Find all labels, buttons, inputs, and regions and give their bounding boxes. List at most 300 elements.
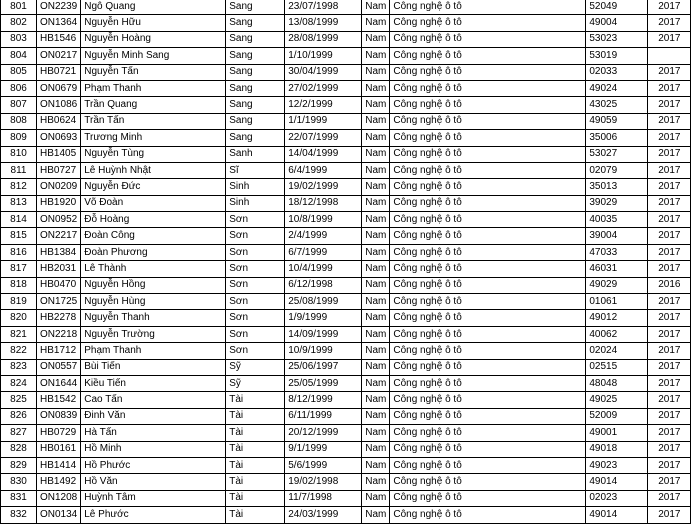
area-code-cell: 02024 (586, 343, 648, 359)
student-code-cell: ON1208 (37, 490, 81, 506)
birth-date-cell: 1/1/1999 (285, 113, 362, 129)
given-name-cell: Sơn (226, 277, 285, 293)
row-number-cell: 831 (1, 490, 37, 506)
major-cell: Công nghệ ô tô (390, 326, 586, 342)
gender-cell: Nam (362, 261, 390, 277)
gender-cell: Nam (362, 0, 390, 15)
birth-date-cell: 1/10/1999 (285, 48, 362, 64)
student-code-cell: HB0729 (37, 425, 81, 441)
year-cell: 2017 (648, 113, 691, 129)
birth-date-cell: 9/1/1999 (285, 441, 362, 457)
major-cell: Công nghệ ô tô (390, 195, 586, 211)
student-code-cell: HB1542 (37, 392, 81, 408)
area-code-cell: 47033 (586, 244, 648, 260)
student-code-cell: HB0624 (37, 113, 81, 129)
area-code-cell: 53023 (586, 31, 648, 47)
gender-cell: Nam (362, 457, 390, 473)
birth-date-cell: 20/12/1999 (285, 425, 362, 441)
birth-date-cell: 25/05/1999 (285, 375, 362, 391)
year-cell: 2016 (648, 277, 691, 293)
major-cell: Công nghệ ô tô (390, 294, 586, 310)
year-cell: 2017 (648, 310, 691, 326)
birth-date-cell: 22/07/1999 (285, 130, 362, 146)
area-code-cell: 02079 (586, 162, 648, 178)
table-row (1, 80, 691, 96)
given-name-cell: Sinh (226, 195, 285, 211)
area-code-cell: 48048 (586, 375, 648, 391)
year-cell: 2017 (648, 0, 691, 15)
student-code-cell: HB2278 (37, 310, 81, 326)
given-name-cell: Sinh (226, 179, 285, 195)
given-name-cell: Tài (226, 408, 285, 424)
student-code-cell: ON0693 (37, 130, 81, 146)
area-code-cell: 49025 (586, 392, 648, 408)
year-cell: 2017 (648, 490, 691, 506)
given-name-cell: Sỹ (226, 359, 285, 375)
year-cell: 2017 (648, 64, 691, 80)
student-code-cell: HB0721 (37, 64, 81, 80)
table-row (1, 146, 691, 162)
birth-date-cell: 11/7/1998 (285, 490, 362, 506)
year-cell: 2017 (648, 195, 691, 211)
row-number-cell: 828 (1, 441, 37, 457)
table-row (1, 277, 691, 293)
table-row (1, 474, 691, 490)
birth-date-cell: 8/12/1999 (285, 392, 362, 408)
gender-cell: Nam (362, 244, 390, 260)
surname-cell: Nguyễn Đức (81, 179, 226, 195)
area-code-cell: 53019 (586, 48, 648, 64)
student-code-cell: HB1405 (37, 146, 81, 162)
given-name-cell: Sơn (226, 326, 285, 342)
table-row (1, 261, 691, 277)
year-cell: 2017 (648, 441, 691, 457)
given-name-cell: Tài (226, 507, 285, 523)
given-name-cell: Sang (226, 64, 285, 80)
area-code-cell: 49012 (586, 310, 648, 326)
birth-date-cell: 10/4/1999 (285, 261, 362, 277)
surname-cell: Huỳnh Tâm (81, 490, 226, 506)
row-number-cell: 829 (1, 457, 37, 473)
year-cell: 2017 (648, 261, 691, 277)
row-number-cell: 817 (1, 261, 37, 277)
gender-cell: Nam (362, 343, 390, 359)
table-row (1, 113, 691, 129)
year-cell (648, 48, 691, 64)
gender-cell: Nam (362, 15, 390, 31)
table-row (1, 162, 691, 178)
birth-date-cell: 23/07/1998 (285, 0, 362, 15)
row-number-cell: 822 (1, 343, 37, 359)
row-number-cell: 824 (1, 375, 37, 391)
student-code-cell: ON0217 (37, 48, 81, 64)
birth-date-cell: 6/11/1999 (285, 408, 362, 424)
row-number-cell: 801 (1, 0, 37, 15)
major-cell: Công nghệ ô tô (390, 425, 586, 441)
student-code-cell: ON2239 (37, 0, 81, 15)
major-cell: Công nghệ ô tô (390, 162, 586, 178)
row-number-cell: 830 (1, 474, 37, 490)
year-cell: 2017 (648, 507, 691, 523)
gender-cell: Nam (362, 80, 390, 96)
surname-cell: Nguyễn Hùng (81, 294, 226, 310)
year-cell: 2017 (648, 162, 691, 178)
surname-cell: Lê Phước (81, 507, 226, 523)
gender-cell: Nam (362, 146, 390, 162)
major-cell: Công nghệ ô tô (390, 457, 586, 473)
given-name-cell: Sơn (226, 228, 285, 244)
given-name-cell: Sĩ (226, 162, 285, 178)
student-code-cell: HB0161 (37, 441, 81, 457)
student-code-cell: ON0679 (37, 80, 81, 96)
row-number-cell: 808 (1, 113, 37, 129)
gender-cell: Nam (362, 392, 390, 408)
row-number-cell: 807 (1, 97, 37, 113)
major-cell: Công nghệ ô tô (390, 212, 586, 228)
given-name-cell: Tài (226, 392, 285, 408)
major-cell: Công nghệ ô tô (390, 15, 586, 31)
table-row (1, 15, 691, 31)
major-cell: Công nghệ ô tô (390, 375, 586, 391)
student-code-cell: HB1384 (37, 244, 81, 260)
major-cell: Công nghệ ô tô (390, 146, 586, 162)
table-row (1, 212, 691, 228)
birth-date-cell: 1/9/1999 (285, 310, 362, 326)
surname-cell: Nguyễn Tấn (81, 64, 226, 80)
gender-cell: Nam (362, 48, 390, 64)
major-cell: Công nghệ ô tô (390, 277, 586, 293)
year-cell: 2017 (648, 457, 691, 473)
major-cell: Công nghệ ô tô (390, 244, 586, 260)
gender-cell: Nam (362, 228, 390, 244)
surname-cell: Võ Đoàn (81, 195, 226, 211)
gender-cell: Nam (362, 425, 390, 441)
row-number-cell: 811 (1, 162, 37, 178)
student-code-cell: ON1644 (37, 375, 81, 391)
row-number-cell: 806 (1, 80, 37, 96)
area-code-cell: 49018 (586, 441, 648, 457)
gender-cell: Nam (362, 113, 390, 129)
major-cell: Công nghệ ô tô (390, 408, 586, 424)
surname-cell: Ngô Quang (81, 0, 226, 15)
area-code-cell: 01061 (586, 294, 648, 310)
student-code-cell: ON0134 (37, 507, 81, 523)
gender-cell: Nam (362, 130, 390, 146)
given-name-cell: Sơn (226, 244, 285, 260)
table-row (1, 0, 691, 15)
major-cell: Công nghệ ô tô (390, 441, 586, 457)
year-cell: 2017 (648, 31, 691, 47)
student-code-cell: ON2218 (37, 326, 81, 342)
surname-cell: Nguyễn Hồng (81, 277, 226, 293)
year-cell: 2017 (648, 244, 691, 260)
area-code-cell: 52009 (586, 408, 648, 424)
row-number-cell: 804 (1, 48, 37, 64)
given-name-cell: Sơn (226, 343, 285, 359)
gender-cell: Nam (362, 310, 390, 326)
row-number-cell: 810 (1, 146, 37, 162)
surname-cell: Bùi Tiến (81, 359, 226, 375)
birth-date-cell: 6/7/1999 (285, 244, 362, 260)
given-name-cell: Sang (226, 130, 285, 146)
row-number-cell: 813 (1, 195, 37, 211)
birth-date-cell: 18/12/1998 (285, 195, 362, 211)
surname-cell: Đoàn Phương (81, 244, 226, 260)
birth-date-cell: 6/4/1999 (285, 162, 362, 178)
major-cell: Công nghệ ô tô (390, 80, 586, 96)
area-code-cell: 02515 (586, 359, 648, 375)
major-cell: Công nghệ ô tô (390, 113, 586, 129)
student-code-cell: HB1492 (37, 474, 81, 490)
area-code-cell: 53027 (586, 146, 648, 162)
gender-cell: Nam (362, 326, 390, 342)
surname-cell: Đoàn Công (81, 228, 226, 244)
given-name-cell: Sang (226, 15, 285, 31)
given-name-cell: Sang (226, 31, 285, 47)
area-code-cell: 40062 (586, 326, 648, 342)
table-row (1, 97, 691, 113)
table-row (1, 490, 691, 506)
year-cell: 2017 (648, 392, 691, 408)
table-row (1, 31, 691, 47)
row-number-cell: 823 (1, 359, 37, 375)
year-cell: 2017 (648, 179, 691, 195)
major-cell: Công nghệ ô tô (390, 392, 586, 408)
given-name-cell: Sang (226, 80, 285, 96)
major-cell: Công nghệ ô tô (390, 474, 586, 490)
row-number-cell: 821 (1, 326, 37, 342)
major-cell: Công nghệ ô tô (390, 179, 586, 195)
table-row (1, 507, 691, 523)
area-code-cell: 39004 (586, 228, 648, 244)
row-number-cell: 826 (1, 408, 37, 424)
given-name-cell: Sang (226, 97, 285, 113)
major-cell: Công nghệ ô tô (390, 343, 586, 359)
major-cell: Công nghệ ô tô (390, 228, 586, 244)
given-name-cell: Tài (226, 490, 285, 506)
given-name-cell: Sơn (226, 212, 285, 228)
major-cell: Công nghệ ô tô (390, 310, 586, 326)
area-code-cell: 49023 (586, 457, 648, 473)
area-code-cell: 43025 (586, 97, 648, 113)
row-number-cell: 809 (1, 130, 37, 146)
row-number-cell: 825 (1, 392, 37, 408)
gender-cell: Nam (362, 507, 390, 523)
row-number-cell: 814 (1, 212, 37, 228)
surname-cell: Trần Tấn (81, 113, 226, 129)
gender-cell: Nam (362, 294, 390, 310)
gender-cell: Nam (362, 162, 390, 178)
gender-cell: Nam (362, 31, 390, 47)
area-code-cell: 02033 (586, 64, 648, 80)
major-cell: Công nghệ ô tô (390, 130, 586, 146)
surname-cell: Kiều Tiến (81, 375, 226, 391)
birth-date-cell: 12/2/1999 (285, 97, 362, 113)
birth-date-cell: 2/4/1999 (285, 228, 362, 244)
surname-cell: Hồ Phước (81, 457, 226, 473)
student-code-cell: HB0727 (37, 162, 81, 178)
gender-cell: Nam (362, 97, 390, 113)
student-code-cell: HB1414 (37, 457, 81, 473)
row-number-cell: 815 (1, 228, 37, 244)
student-code-cell: ON0839 (37, 408, 81, 424)
birth-date-cell: 19/02/1999 (285, 179, 362, 195)
birth-date-cell: 5/6/1999 (285, 457, 362, 473)
table-row (1, 195, 691, 211)
student-code-cell: HB1546 (37, 31, 81, 47)
year-cell: 2017 (648, 474, 691, 490)
major-cell: Công nghệ ô tô (390, 359, 586, 375)
year-cell: 2017 (648, 375, 691, 391)
year-cell: 2017 (648, 228, 691, 244)
gender-cell: Nam (362, 408, 390, 424)
gender-cell: Nam (362, 212, 390, 228)
student-code-cell: HB1712 (37, 343, 81, 359)
table-row (1, 457, 691, 473)
table-row (1, 228, 691, 244)
table-row (1, 48, 691, 64)
row-number-cell: 816 (1, 244, 37, 260)
area-code-cell: 35006 (586, 130, 648, 146)
surname-cell: Nguyễn Thanh (81, 310, 226, 326)
year-cell: 2017 (648, 80, 691, 96)
birth-date-cell: 6/12/1998 (285, 277, 362, 293)
year-cell: 2017 (648, 408, 691, 424)
major-cell: Công nghệ ô tô (390, 490, 586, 506)
given-name-cell: Sơn (226, 310, 285, 326)
table-row (1, 310, 691, 326)
birth-date-cell: 25/08/1999 (285, 294, 362, 310)
surname-cell: Lê Thành (81, 261, 226, 277)
birth-date-cell: 24/03/1999 (285, 507, 362, 523)
table-row (1, 244, 691, 260)
table-body (1, 0, 691, 523)
given-name-cell: Tài (226, 425, 285, 441)
surname-cell: Nguyễn Hoàng (81, 31, 226, 47)
row-number-cell: 819 (1, 294, 37, 310)
student-code-cell: HB1920 (37, 195, 81, 211)
area-code-cell: 46031 (586, 261, 648, 277)
table-row (1, 179, 691, 195)
gender-cell: Nam (362, 277, 390, 293)
student-code-cell: HB2031 (37, 261, 81, 277)
area-code-cell: 39029 (586, 195, 648, 211)
area-code-cell: 52049 (586, 0, 648, 15)
year-cell: 2017 (648, 359, 691, 375)
major-cell: Công nghệ ô tô (390, 31, 586, 47)
gender-cell: Nam (362, 441, 390, 457)
row-number-cell: 812 (1, 179, 37, 195)
area-code-cell: 35013 (586, 179, 648, 195)
year-cell: 2017 (648, 294, 691, 310)
gender-cell: Nam (362, 179, 390, 195)
area-code-cell: 40035 (586, 212, 648, 228)
given-name-cell: Sanh (226, 146, 285, 162)
row-number-cell: 805 (1, 64, 37, 80)
gender-cell: Nam (362, 490, 390, 506)
given-name-cell: Sỹ (226, 375, 285, 391)
surname-cell: Nguyễn Hữu (81, 15, 226, 31)
year-cell: 2017 (648, 212, 691, 228)
given-name-cell: Sơn (226, 261, 285, 277)
birth-date-cell: 13/08/1999 (285, 15, 362, 31)
birth-date-cell: 30/04/1999 (285, 64, 362, 80)
birth-date-cell: 28/08/1999 (285, 31, 362, 47)
table-row (1, 375, 691, 391)
surname-cell: Nguyễn Minh Sang (81, 48, 226, 64)
area-code-cell: 49024 (586, 80, 648, 96)
major-cell: Công nghệ ô tô (390, 64, 586, 80)
surname-cell: Đỗ Hoàng (81, 212, 226, 228)
given-name-cell: Tài (226, 441, 285, 457)
student-code-cell: ON1086 (37, 97, 81, 113)
gender-cell: Nam (362, 375, 390, 391)
given-name-cell: Sang (226, 48, 285, 64)
table-row (1, 326, 691, 342)
student-code-cell: HB0470 (37, 277, 81, 293)
gender-cell: Nam (362, 64, 390, 80)
surname-cell: Cao Tấn (81, 392, 226, 408)
birth-date-cell: 10/9/1999 (285, 343, 362, 359)
birth-date-cell: 14/09/1999 (285, 326, 362, 342)
table-row (1, 343, 691, 359)
major-cell: Công nghệ ô tô (390, 507, 586, 523)
surname-cell: Lê Huỳnh Nhật (81, 162, 226, 178)
year-cell: 2017 (648, 15, 691, 31)
row-number-cell: 820 (1, 310, 37, 326)
given-name-cell: Sang (226, 0, 285, 15)
table-row (1, 408, 691, 424)
surname-cell: Nguyễn Tùng (81, 146, 226, 162)
gender-cell: Nam (362, 359, 390, 375)
year-cell: 2017 (648, 146, 691, 162)
given-name-cell: Tài (226, 457, 285, 473)
student-code-cell: ON0209 (37, 179, 81, 195)
area-code-cell: 49059 (586, 113, 648, 129)
area-code-cell: 49001 (586, 425, 648, 441)
given-name-cell: Tài (226, 474, 285, 490)
year-cell: 2017 (648, 97, 691, 113)
row-number-cell: 803 (1, 31, 37, 47)
gender-cell: Nam (362, 195, 390, 211)
major-cell: Công nghệ ô tô (390, 48, 586, 64)
gender-cell: Nam (362, 474, 390, 490)
area-code-cell: 02023 (586, 490, 648, 506)
birth-date-cell: 19/02/1998 (285, 474, 362, 490)
major-cell: Công nghệ ô tô (390, 97, 586, 113)
table-row (1, 64, 691, 80)
area-code-cell: 49029 (586, 277, 648, 293)
student-code-cell: ON2217 (37, 228, 81, 244)
major-cell: Công nghệ ô tô (390, 261, 586, 277)
given-name-cell: Sơn (226, 294, 285, 310)
surname-cell: Hồ Văn (81, 474, 226, 490)
birth-date-cell: 25/06/1997 (285, 359, 362, 375)
row-number-cell: 818 (1, 277, 37, 293)
year-cell: 2017 (648, 425, 691, 441)
surname-cell: Phạm Thanh (81, 343, 226, 359)
surname-cell: Nguyễn Trường (81, 326, 226, 342)
area-code-cell: 49014 (586, 474, 648, 490)
student-code-cell: ON1364 (37, 15, 81, 31)
area-code-cell: 49014 (586, 507, 648, 523)
table-row (1, 294, 691, 310)
birth-date-cell: 27/02/1999 (285, 80, 362, 96)
birth-date-cell: 10/8/1999 (285, 212, 362, 228)
student-code-cell: ON0952 (37, 212, 81, 228)
table-row (1, 425, 691, 441)
surname-cell: Đinh Văn (81, 408, 226, 424)
